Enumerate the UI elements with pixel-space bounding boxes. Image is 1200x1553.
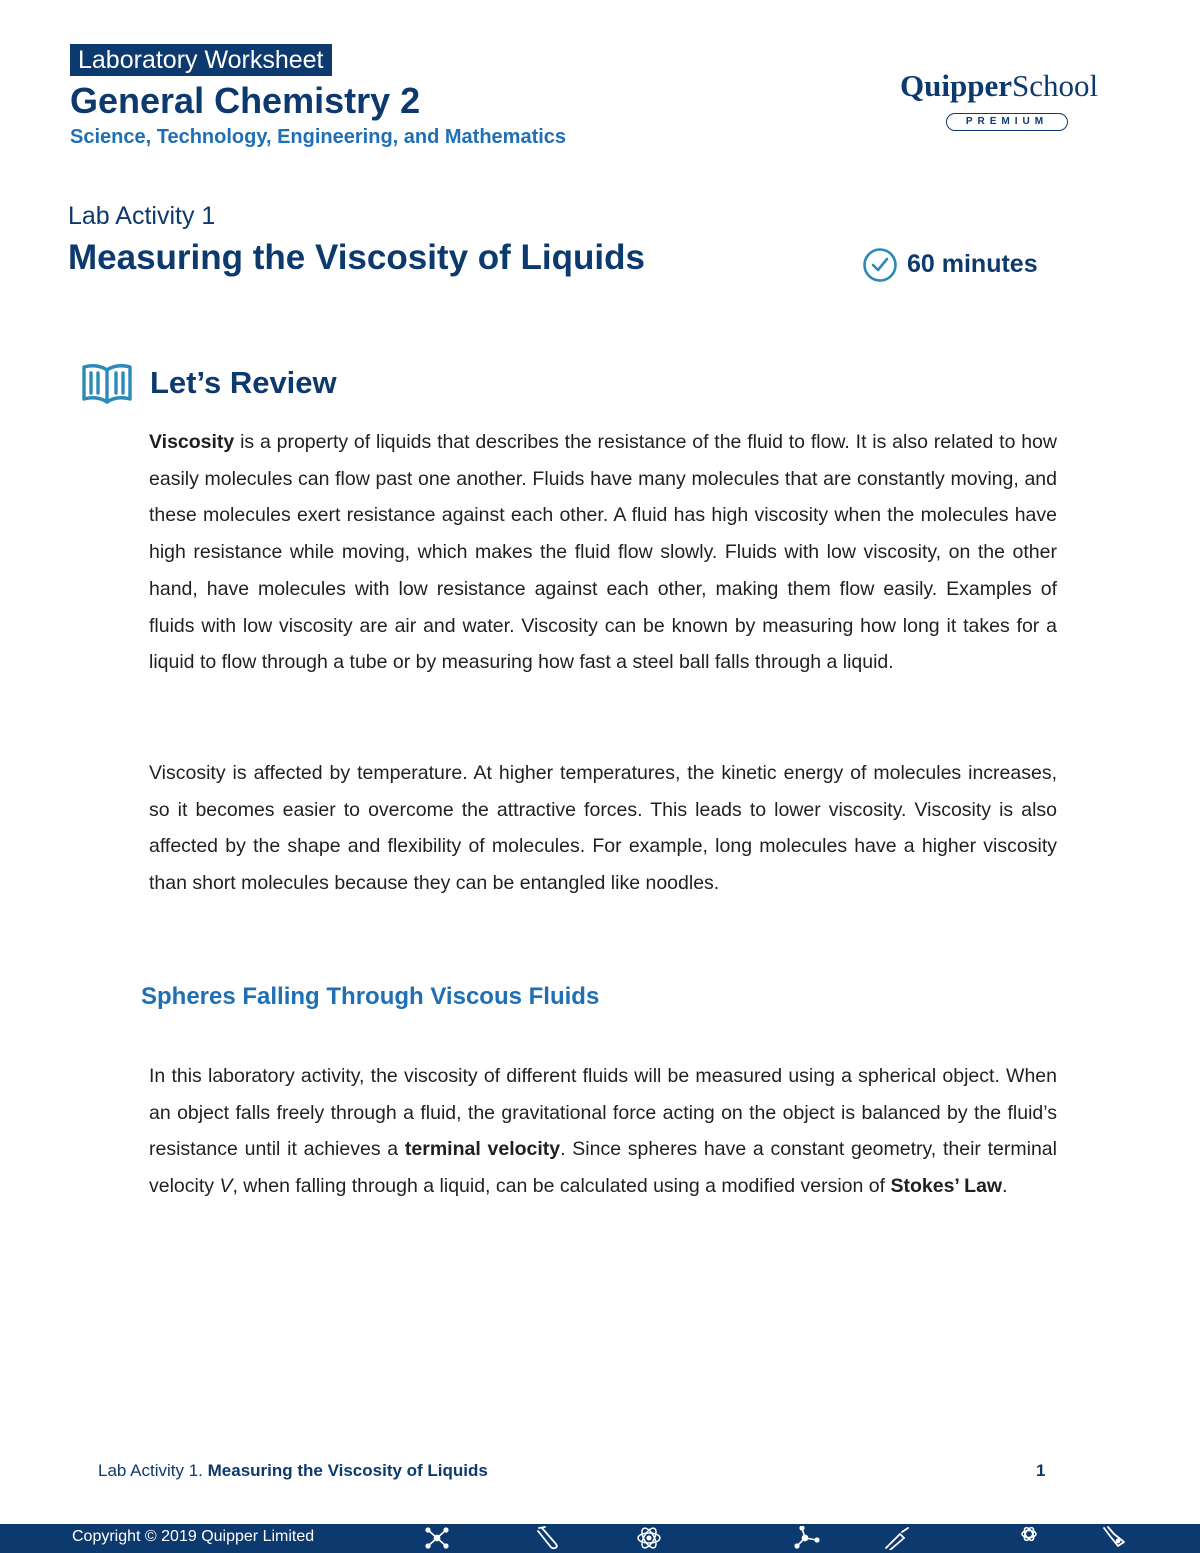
section-text-2: . Since spheres have a constant geometry, their terminal velocity — [149, 1138, 1057, 1198]
atom-icon — [634, 1526, 664, 1550]
footer-band — [0, 1524, 1200, 1553]
logo-brand-regular: School — [1011, 68, 1099, 103]
pipette-icon — [882, 1526, 912, 1550]
section-text-1: In this laboratory activity, the viscosity of different fluids will be measured using a spherical object. When an object falls freely through a fluid, the gravitational force acting on the object is balanced by the fluid’s resistance until it achieves a — [149, 1065, 1057, 1161]
footer-activity-label — [98, 1461, 488, 1481]
page-number: 1 — [1036, 1461, 1046, 1480]
review-paragraph-2: Viscosity is affected by temperature. At higher temperatures, the kinetic energy of molecules increases, so it becomes easier to overcome the attractive forces. This leads to lower viscosity. Viscosity is also affected by the shape and flexibility of molecules. For example, long molecules have a higher viscosity than short molecules because they can be entangled like noodles. — [149, 762, 1057, 895]
copyright-text: Copyright © 2019 Quipper Limited — [72, 1528, 315, 1545]
clock-icon — [862, 247, 898, 283]
molecule-icon — [422, 1526, 452, 1550]
review-paragraph-1-text: is a property of liquids that describes the resistance of the fluid to flow. It is also related to how easily molecules can flow past one another. Fluids have many molecules that are constantly moving, and these molecules exert resistance against each other. A fluid has high viscosity when the molecules have high resistance while moving, which makes the fluid flow slowly. Fluids with low viscosity, on the other hand, have molecules with low resistance against each other, making them flow easily. Examples of fluids with low viscosity are air and water. Viscosity can be known by measuring how long it takes for a liquid to flow through a tube or by measuring how fast a steel ball falls through a liquid. — [149, 431, 1057, 674]
flask-icon — [1098, 1526, 1128, 1550]
subsection-heading: Spheres Falling Through Viscous Fluids — [141, 983, 600, 1010]
molecule-icon — [792, 1526, 822, 1550]
footer-prefix: Lab Activity 1. — [98, 1461, 208, 1480]
activity-number: Lab Activity 1 — [68, 202, 216, 230]
section-text-4: . — [1002, 1175, 1008, 1198]
term-terminal-velocity: terminal velocity — [404, 1138, 561, 1161]
section-paragraph — [149, 1058, 1057, 1205]
section-heading-review: Let’s Review — [150, 365, 337, 400]
variable-v: V — [219, 1175, 233, 1198]
strand-subtitle: Science, Technology, Engineering, and Mathematics — [70, 126, 567, 148]
worksheet-label: Laboratory Worksheet — [70, 44, 332, 76]
open-book-icon — [80, 361, 134, 405]
term-viscosity: Viscosity — [149, 431, 235, 453]
course-title: General Chemistry 2 — [70, 80, 421, 121]
term-stokes-law: Stokes’ Law — [890, 1175, 1003, 1198]
footer-title: Measuring the Viscosity of Liquids — [207, 1461, 488, 1480]
atom-icon — [1014, 1526, 1044, 1550]
quipper-school-logo — [900, 68, 1130, 138]
test-tube-icon — [534, 1526, 564, 1550]
review-paragraph-1 — [149, 424, 1057, 681]
activity-duration: 60 minutes — [907, 250, 1038, 278]
logo-wordmark — [900, 68, 1098, 104]
activity-title: Measuring the Viscosity of Liquids — [68, 238, 645, 277]
section-text-3: , when falling through a liquid, can be calculated using a modified version of — [232, 1175, 891, 1198]
logo-tier-badge: PREMIUM — [946, 113, 1068, 131]
logo-brand-bold: Quipper — [900, 68, 1012, 103]
